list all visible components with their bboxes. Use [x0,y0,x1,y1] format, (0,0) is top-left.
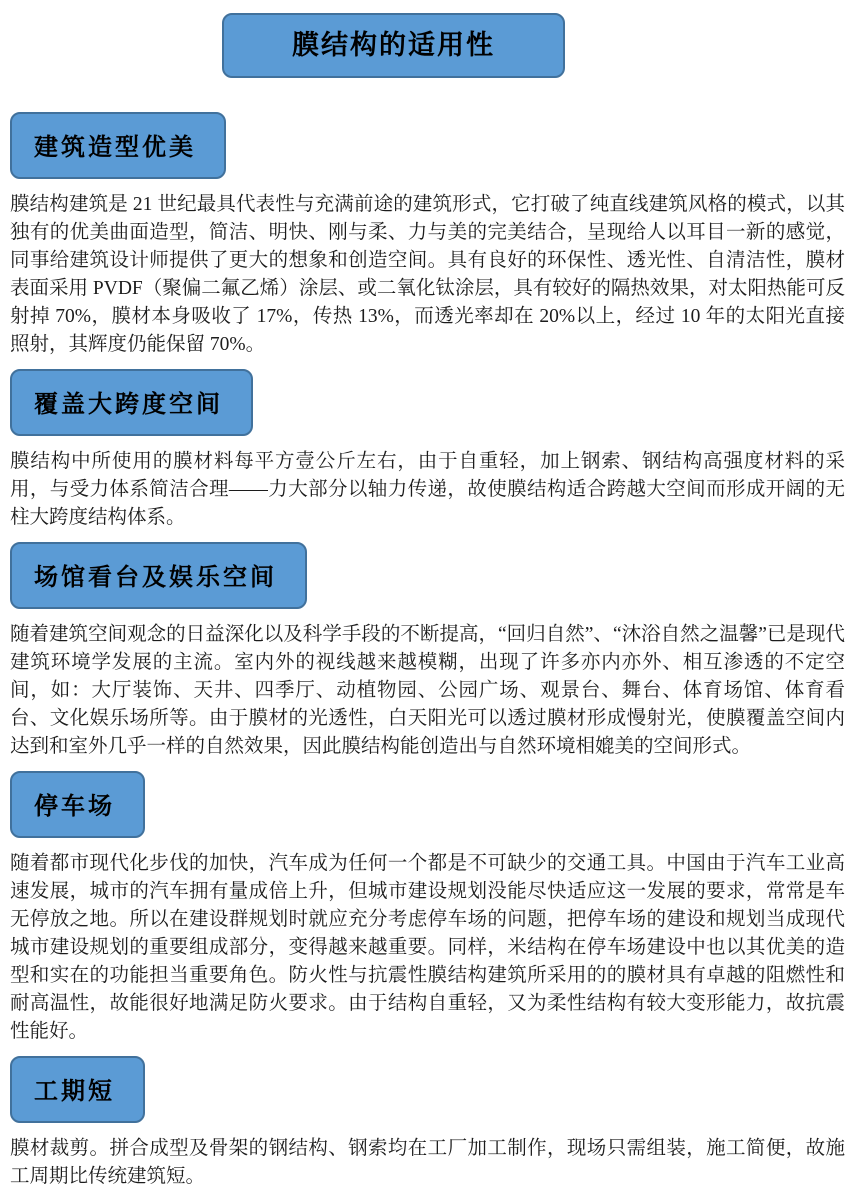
section-body-text: 膜材裁剪。拼合成型及骨架的钢结构、钢索均在工厂加工制作，现场只需组装，施工简便，故施工周期比传统建筑短。 [10,1138,845,1187]
section-large-span-space [10,369,847,532]
section-heading-box: 工期短 [10,1056,145,1123]
section-heading-box: 建筑造型优美 [10,112,226,179]
section-short-construction-period [10,1056,847,1191]
section-parking-lot [10,771,847,1046]
section-stadium-entertainment [10,542,847,761]
section-body-text: 膜结构中所使用的膜材料每平方壹公斤左右，由于自重轻，加上钢索、钢结构高强度材料的采用，与受力体系简洁合理——力大部分以轴力传递，故使膜结构适合跨越大空间而形成开阔的无柱大跨度结构体系。 [10,451,845,528]
section-body-text: 随着建筑空间观念的日益深化以及科学手段的不断提高，“回归自然”、“沐浴自然之温馨”已是现代建筑环境学发展的主流。室内外的视线越来越模糊，出现了许多亦内亦外、相互渗透的不定空间，如：大厅装饰、天井、四季厅、动植物园、公园广场、观景台、舞台、体育场馆、体育看台、文化娱乐场所等。由于膜材的光透性，白天阳光可以透过膜材形成慢射光，使膜覆盖空间内达到和室外几乎一样的自然效果，因此膜结构能创造出与自然环境相媲美的空间形式。 [10,624,845,757]
document-title-box: 膜结构的适用性 [222,13,565,78]
section-architectural-beauty [10,112,847,359]
section-heading-box: 场馆看台及娱乐空间 [10,542,307,609]
section-body-text: 膜结构建筑是 21 世纪最具代表性与充满前途的建筑形式，它打破了纯直线建筑风格的模式，以其独有的优美曲面造型，简洁、明快、刚与柔、力与美的完美结合，呈现给人以耳目一新的感觉，同事给建筑设计师提供了更大的想象和创造空间。具有良好的环保性、透光性、自清洁性，膜材表面采用 PVDF（聚偏二氟乙烯）涂层、或二氧化钛涂层，具有较好的隔热效果，对太阳热能可反射掉 70%，膜材本身吸收了 17%，传热 13%，而透光率却在 20%以上，经过 10 年的太阳光直接照射，其辉度仍能保留 70%。 [10,194,845,355]
section-heading-box: 覆盖大跨度空间 [10,369,253,436]
section-heading-box: 停车场 [10,771,145,838]
section-body-text: 随着都市现代化步伐的加快，汽车成为任何一个都是不可缺少的交通工具。中国由于汽车工业高速发展，城市的汽车拥有量成倍上升，但城市建设规划没能尽快适应这一发展的要求，常常是车无停放之地。所以在建设群规划时就应充分考虑停车场的问题，把停车场的建设和规划当成现代城市建设规划的重要组成部分，变得越来越重要。同样，米结构在停车场建设中也以其优美的造型和实在的功能担当重要角色。防火性与抗震性膜结构建筑所采用的的膜材具有卓越的阻燃性和耐高温性，故能很好地满足防火要求。由于结构自重轻，又为柔性结构有较大变形能力，故抗震性能好。 [10,853,845,1042]
document-title-container [222,13,847,78]
